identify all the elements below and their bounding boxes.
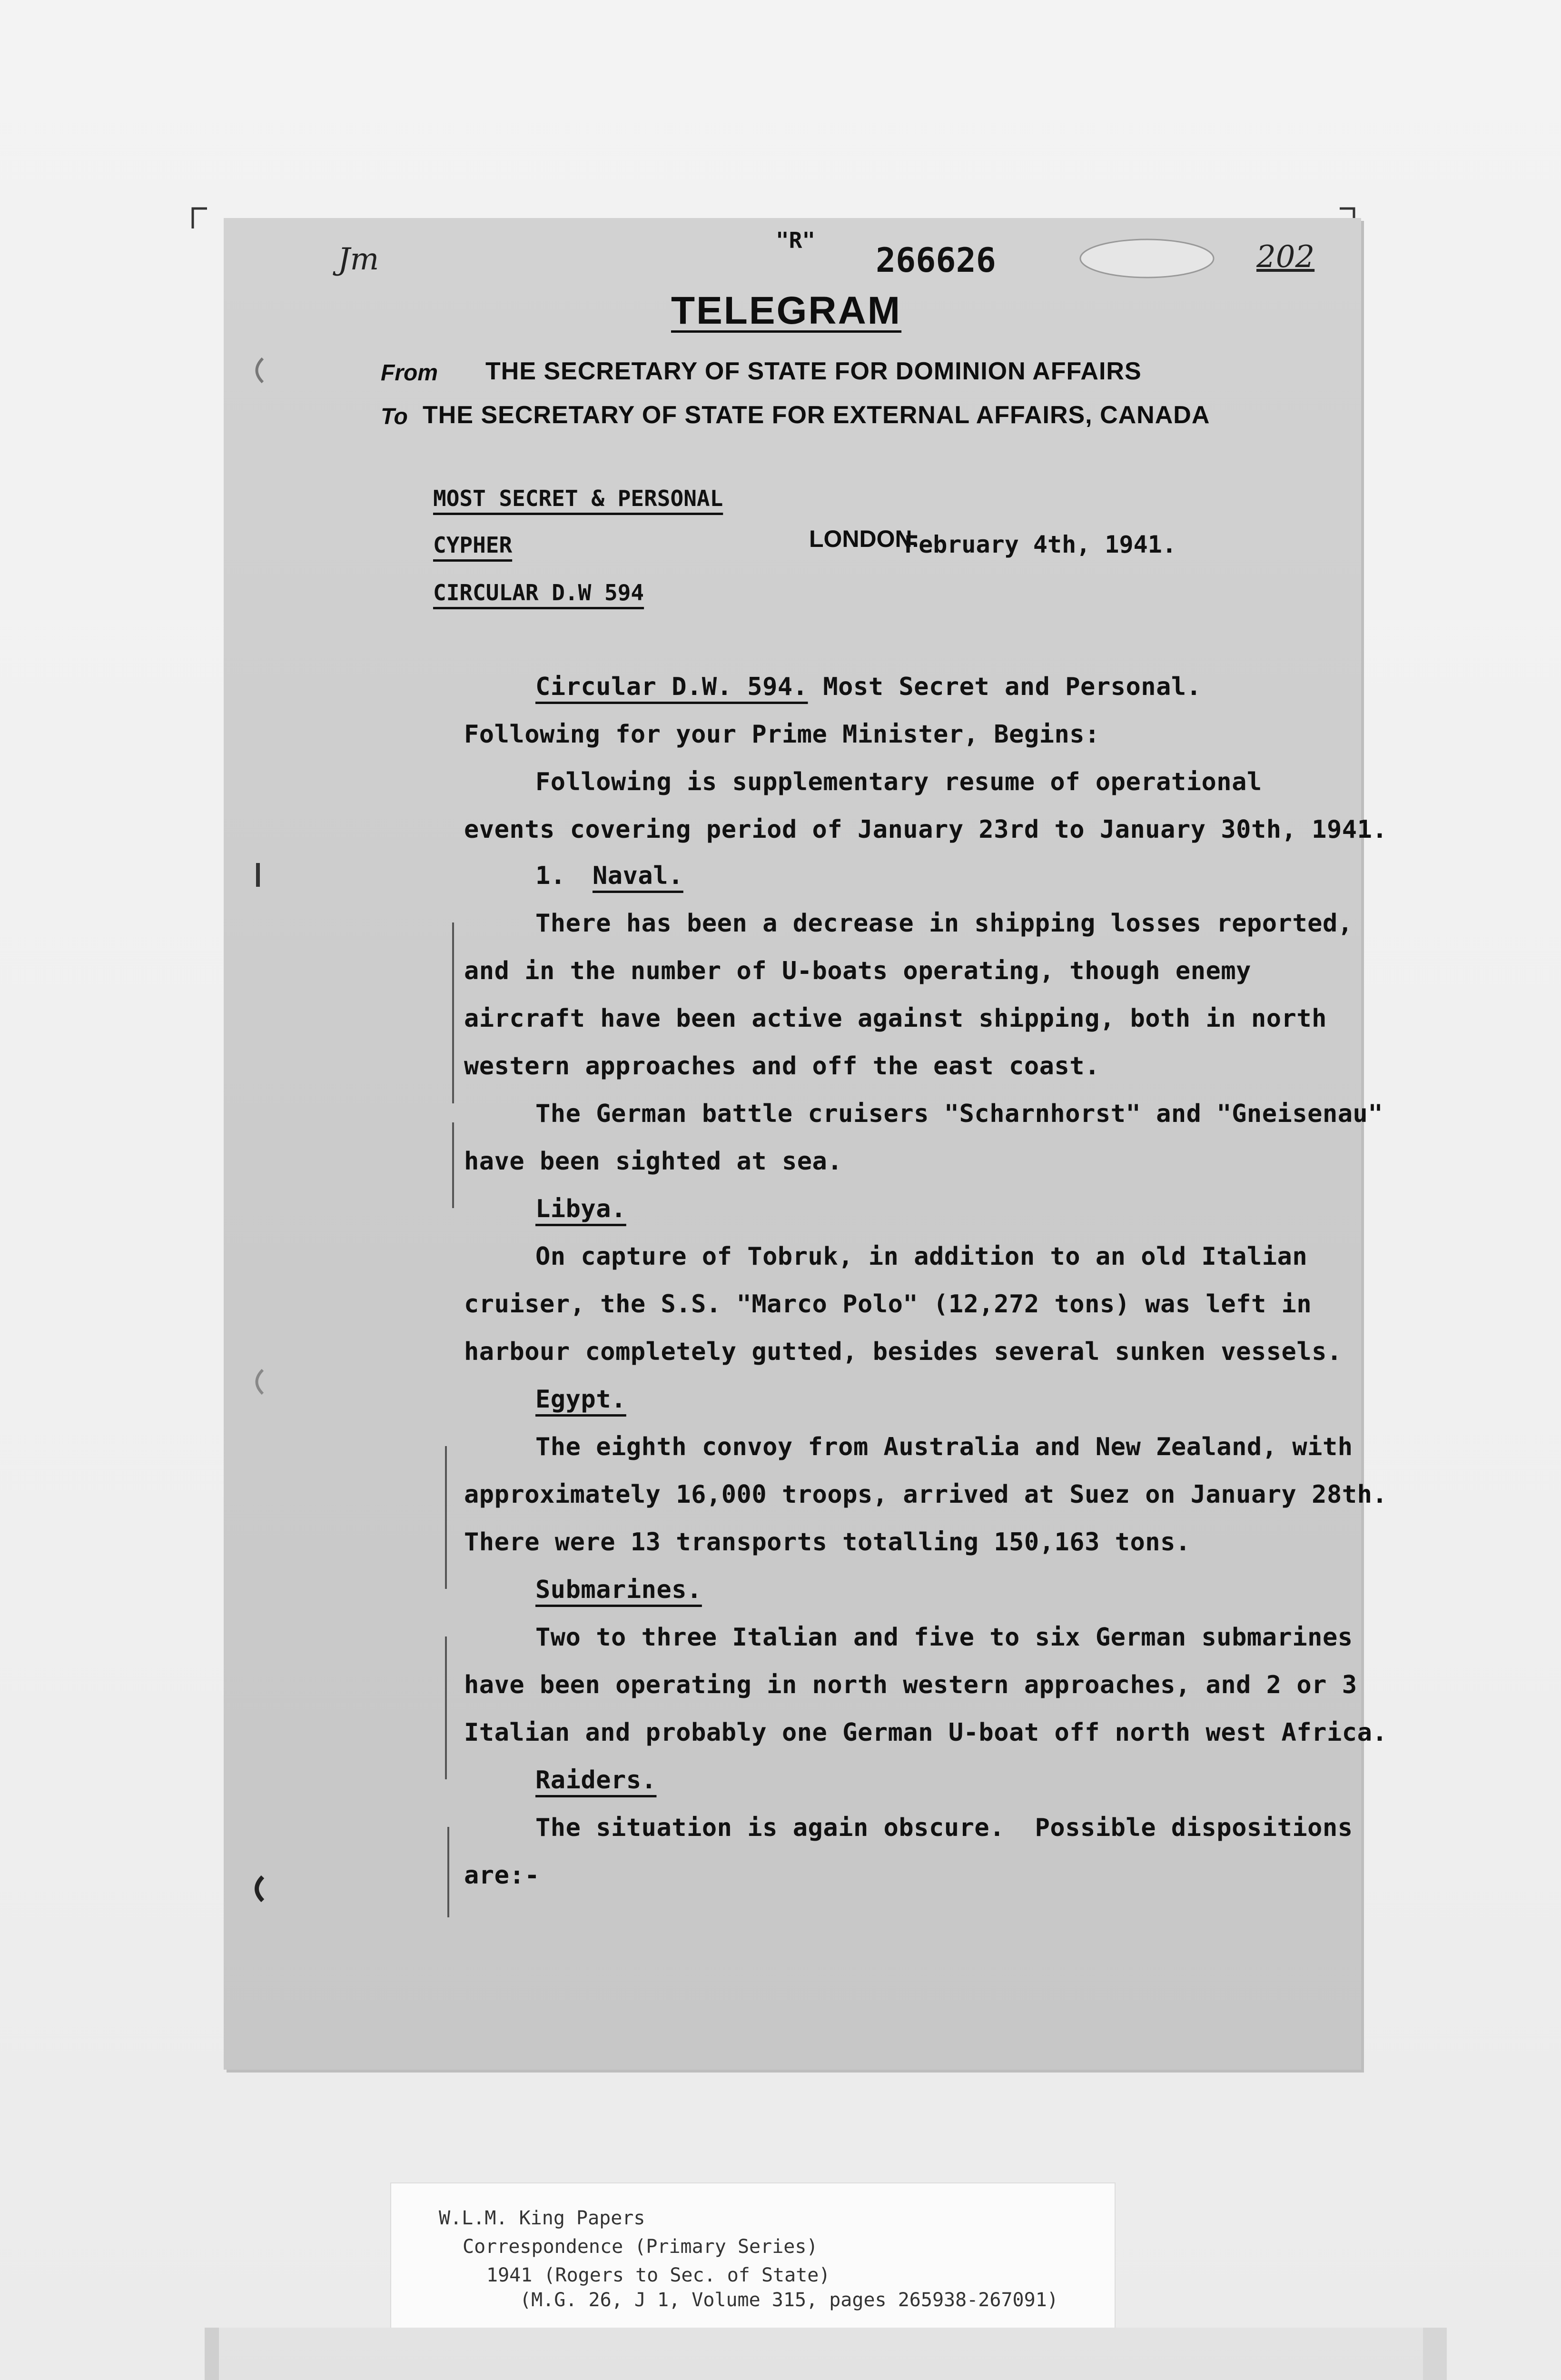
telegram-sheet bbox=[224, 218, 1388, 2070]
body-line: Following for your Prime Minister, Begins: bbox=[464, 720, 1100, 749]
body-line: and in the number of U-boats operating, though enemy bbox=[464, 957, 1251, 985]
circular-ref-underlined: Circular D.W. 594. bbox=[535, 673, 808, 701]
body-line: On capture of Tobruk, in addition to an old Italian bbox=[535, 1242, 1308, 1271]
body-line: events covering period of January 23rd to January 30th, 1941. bbox=[464, 815, 1388, 844]
body-line: cruiser, the S.S. "Marco Polo" (12,272 tons) was left in bbox=[464, 1290, 1312, 1319]
body-line: western approaches and off the east coast. bbox=[464, 1052, 1100, 1081]
body-line: approximately 16,000 troops, arrived at Suez on January 28th. bbox=[464, 1480, 1388, 1509]
body-line: The situation is again obscure. Possible dispositions bbox=[535, 1814, 1353, 1842]
classification: MOST SECRET & PERSONAL bbox=[433, 486, 723, 511]
from-label: From bbox=[381, 360, 438, 386]
body-line: The eighth convoy from Australia and New Zealand, with bbox=[535, 1433, 1353, 1461]
label-series: Correspondence (Primary Series) bbox=[463, 2236, 818, 2258]
crop-mark-top-left bbox=[190, 205, 209, 233]
stamp-edge bbox=[1423, 2328, 1447, 2380]
punch-mark bbox=[248, 1368, 267, 1396]
cypher-label: CYPHER bbox=[433, 532, 513, 558]
section-heading-naval: Naval. bbox=[593, 862, 683, 890]
body-line: have been sighted at sea. bbox=[464, 1147, 843, 1176]
telegram-date: February 4th, 1941. bbox=[904, 531, 1176, 558]
punch-mark bbox=[248, 861, 267, 889]
body-line: harbour completely gutted, besides several sunken vessels. bbox=[464, 1338, 1342, 1366]
routing-mark: "R" bbox=[776, 228, 816, 253]
telegram-heading: TELEGRAM bbox=[671, 289, 902, 332]
body-line: aircraft have been active against shipping, both in north bbox=[464, 1004, 1327, 1033]
section-heading-submarines: Submarines. bbox=[535, 1576, 702, 1604]
body-line: Italian and probably one German U-boat off north west Africa. bbox=[464, 1718, 1388, 1747]
punch-mark bbox=[248, 356, 267, 385]
label-file: 1941 (Rogers to Sec. of State) bbox=[486, 2264, 830, 2286]
body-line bbox=[535, 673, 1202, 701]
handwritten-initial: Jm bbox=[338, 242, 379, 277]
punch-mark bbox=[248, 1874, 267, 1903]
archive-reference-label bbox=[390, 2182, 1116, 2334]
section-heading-egypt: Egypt. bbox=[535, 1385, 626, 1414]
body-line: are:- bbox=[464, 1861, 540, 1890]
stamp-edge bbox=[205, 2328, 219, 2380]
section-heading-libya: Libya. bbox=[535, 1195, 626, 1223]
section-heading-raiders: Raiders. bbox=[535, 1766, 657, 1795]
body-line: There were 13 transports totalling 150,163 tons. bbox=[464, 1528, 1191, 1557]
erasure-smudge bbox=[1076, 232, 1218, 285]
body-line: Following is supplementary resume of operational bbox=[535, 768, 1262, 796]
body-line: The German battle cruisers "Scharnhorst" and "Gneisenau" bbox=[535, 1100, 1383, 1128]
margin-line bbox=[452, 1122, 454, 1208]
label-volume: (M.G. 26, J 1, Volume 315, pages 265938-267091) bbox=[520, 2289, 1058, 2311]
margin-line bbox=[452, 922, 454, 1103]
opening-rest: Most Secret and Personal. bbox=[808, 673, 1202, 701]
margin-line bbox=[445, 1636, 447, 1779]
from-text: THE SECRETARY OF STATE FOR DOMINION AFFAIRS bbox=[485, 357, 1142, 385]
handwritten-folio-number: 202 bbox=[1256, 239, 1315, 275]
label-collection: W.L.M. King Papers bbox=[439, 2207, 645, 2229]
body-line: There has been a decrease in shipping losses reported, bbox=[535, 909, 1353, 938]
margin-line bbox=[445, 1446, 447, 1589]
to-text: THE SECRETARY OF STATE FOR EXTERNAL AFFAIRS, CANADA bbox=[423, 401, 1210, 429]
body-line: have been operating in north western approaches, and 2 or 3 bbox=[464, 1671, 1357, 1699]
margin-line bbox=[447, 1827, 449, 1917]
telegram-number: 266626 bbox=[876, 241, 996, 280]
to-label: To bbox=[381, 404, 408, 429]
place-of-origin: LONDON. bbox=[809, 526, 919, 552]
archive-stamp bbox=[205, 2328, 1447, 2380]
body-line: Two to three Italian and five to six German submarines bbox=[535, 1623, 1353, 1652]
circular-reference: CIRCULAR D.W 594 bbox=[433, 580, 644, 605]
item-number: 1. bbox=[535, 862, 566, 890]
